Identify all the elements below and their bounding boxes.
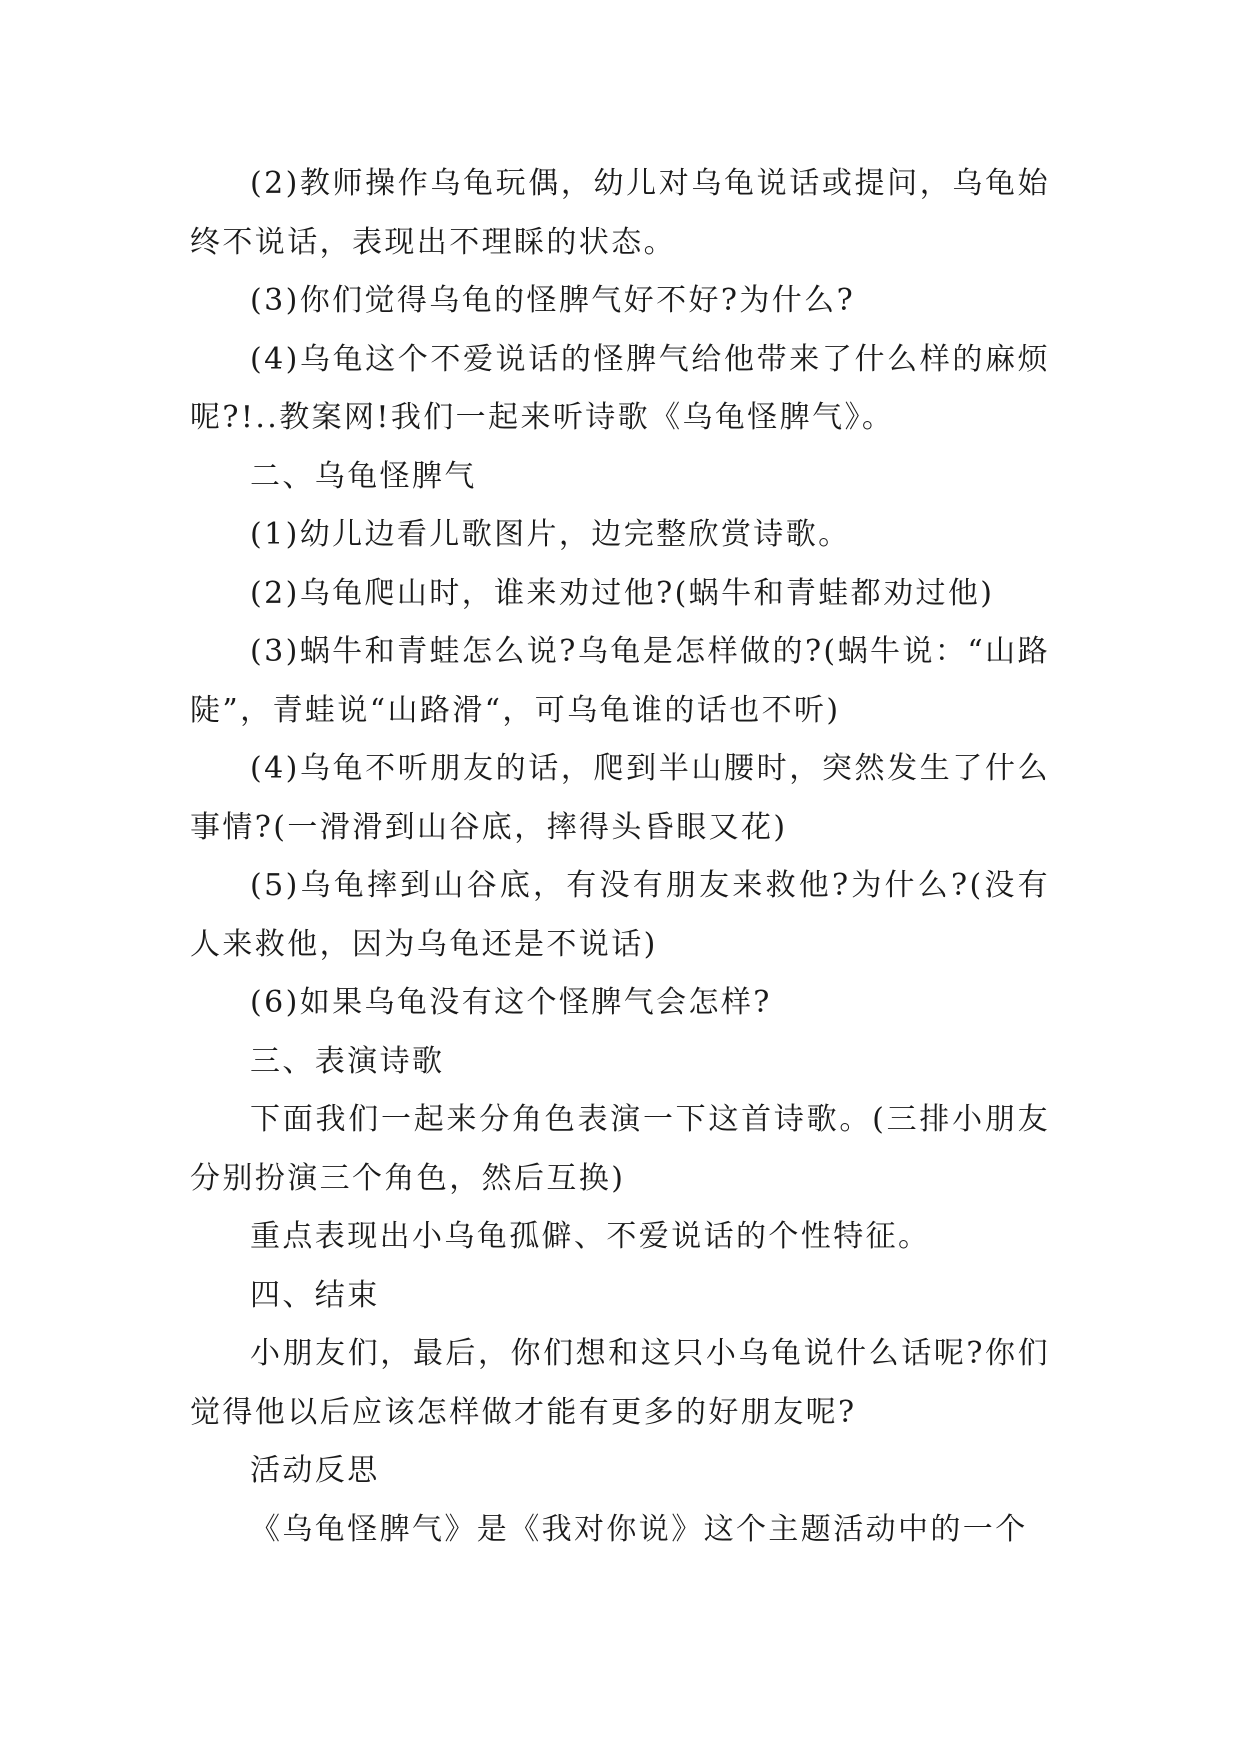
paragraph-reflection: 《乌龟怪脾气》是《我对你说》这个主题活动中的一个	[250, 1511, 1028, 1547]
paragraph-appreciate-poem: (1)幼儿边看儿歌图片，边完整欣赏诗歌。	[250, 517, 851, 552]
paragraph-closing-question: 小朋友们，最后，你们想和这只小乌龟说什么话呢?你们觉得他以后应该怎样做才能有更多的好朋友呢?	[190, 1336, 1050, 1430]
document-body	[190, 155, 1050, 1559]
paragraph-focus-traits: 重点表现出小乌龟孤僻、不爱说话的个性特征。	[250, 1219, 931, 1254]
paragraph-what-said: (3)蜗牛和青蛙怎么说?乌龟是怎样做的?(蜗牛说：“山路陡”，青蛙说“山路滑“，可乌龟谁的话也不听)	[190, 634, 1050, 728]
paragraph-who-advised: (2)乌龟爬山时，谁来劝过他?(蜗牛和青蛙都劝过他)	[250, 575, 995, 611]
paragraph-role-play: 下面我们一起来分角色表演一下这首诗歌。(三排小朋友分别扮演三个角色，然后互换)	[190, 1102, 1050, 1196]
paragraph-question-trouble: (4)乌龟这个不爱说话的怪脾气给他带来了什么样的麻烦呢?!..教案网!我们一起来听诗歌《乌龟怪脾气》。	[190, 341, 1050, 435]
paragraph-who-rescued: (5)乌龟摔到山谷底，有没有朋友来救他?为什么?(没有人来救他，因为乌龟还是不说话)	[190, 868, 1050, 962]
paragraph-question-temper: (3)你们觉得乌龟的怪脾气好不好?为什么?	[250, 283, 856, 318]
section-heading-reflection: 活动反思	[250, 1453, 380, 1488]
paragraph-teacher-puppet: (2)教师操作乌龟玩偶，幼儿对乌龟说话或提问，乌龟始终不说话，表现出不理睬的状态。	[190, 166, 1050, 260]
section-heading-two: 二、乌龟怪脾气	[250, 458, 477, 494]
section-heading-three: 三、表演诗歌	[250, 1043, 445, 1079]
paragraph-what-if: (6)如果乌龟没有这个怪脾气会怎样?	[250, 985, 772, 1020]
paragraph-what-happened: (4)乌龟不听朋友的话，爬到半山腰时，突然发生了什么事情?(一滑滑到山谷底，摔得头昏眼又花)	[190, 751, 1050, 845]
section-heading-four: 四、结束	[250, 1277, 380, 1313]
